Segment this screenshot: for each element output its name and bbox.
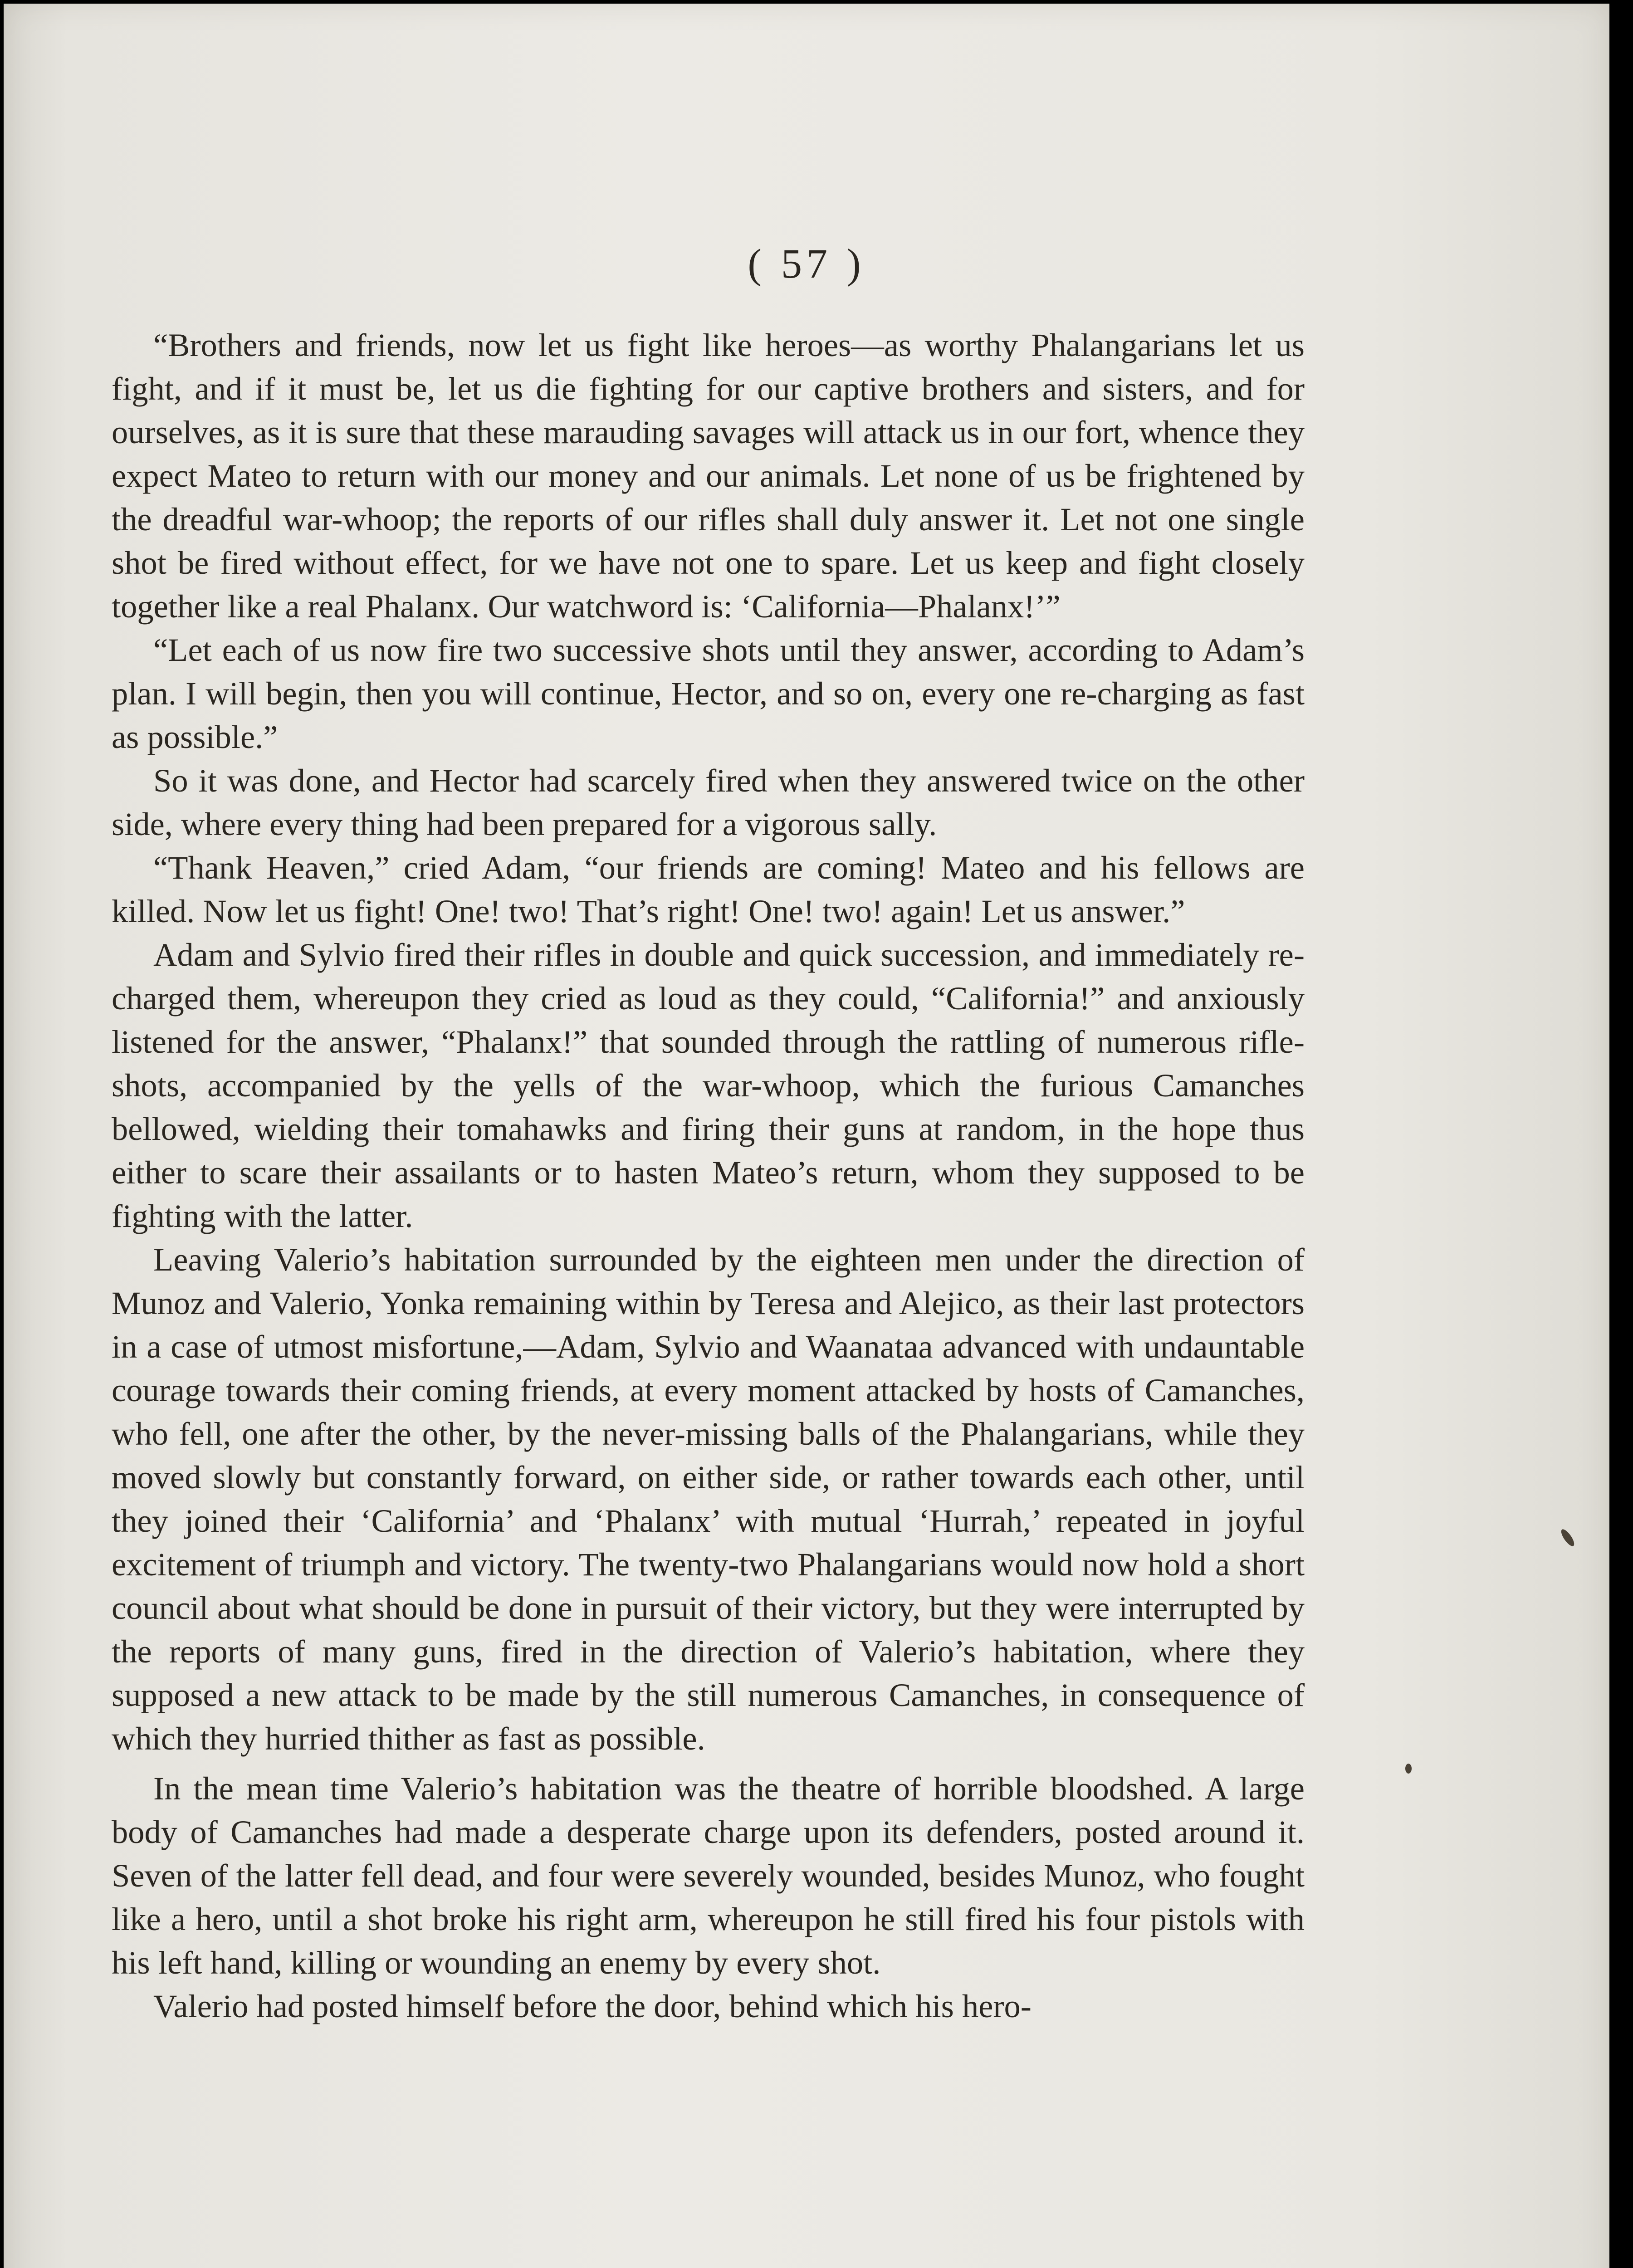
- paragraph-6: Leaving Valerio’s habitation surrounded by the eighteen men under the direction of Munoz and Valerio, Yonka remaining within by Teresa and Alejico, as their last protectors in a case of utmost misfortune,—Adam, Sylvio and Waanataa advanced with undauntable courage towards their coming friends, at every moment attacked by hosts of Camanches, who fell, one after the other, by the never-missing balls of the Phalangarians, while they moved slowly but constantly forward, on either side, or rather towards each other, until they joined their ‘California’ and ‘Phalanx’ with mutual ‘Hurrah,’ repeated in joyful excitement of triumph and victory. The twenty-two Phalangarians would now hold a short council about what should be done in pursuit of their victory, but they were interrupted by the reports of many guns, fired in the direction of Valerio’s habitation, where they supposed a new attack to be made by the still numerous Camanches, in consequence of which they hurried thither as fast as possible.: [112, 1241, 1305, 1757]
- paragraph-8: Valerio had posted himself before the door, behind which his hero-: [153, 1988, 1032, 2024]
- paper-blemish: [1405, 1764, 1412, 1774]
- body-text: [112, 323, 1305, 2028]
- paper-blemish: [1559, 1527, 1576, 1548]
- paragraph-7: In the mean time Valerio’s habitation was the theatre of horrible bloodshed. A large body of Camanches had made a desperate charge upon its defenders, posted around it. Seven of the latter fell dead, and four were severely wounded, besides Munoz, who fought like a hero, until a shot broke his right arm, whereupon he still fired his four pistols with his left hand, killing or wounding an enemy by every shot.: [112, 1770, 1305, 1981]
- paragraph-5: Adam and Sylvio fired their rifles in double and quick succession, and immediately re-charged them, whereupon they cried as loud as they could, “California!” and anxiously listened for the answer, “Phalanx!” that sounded through the rattling of numerous rifle-shots, accompanied by the yells of the war-whoop, which the furious Camanches bellowed, wielding their tomahawks and firing their guns at random, in the hope thus either to scare their assailants or to hasten Mateo’s return, whom they supposed to be fighting with the latter.: [112, 936, 1305, 1234]
- paragraph-2: “Let each of us now fire two successive shots until they answer, according to Adam’s plan. I will begin, then you will continue, Hector, and so on, every one re-charging as fast as possible.”: [112, 631, 1305, 755]
- page-number: ( 57 ): [748, 240, 865, 287]
- paragraph-3: So it was done, and Hector had scarcely fired when they answered twice on the other side, where every thing had been prepared for a vigorous sally.: [112, 762, 1305, 842]
- paragraph-1: “Brothers and friends, now let us fight like heroes—as worthy Phalangarians let us fight, and if it must be, let us die fighting for our captive brothers and sisters, and for ourselves, as it is sure that these marauding savages will attack us in our fort, whence they expect Mateo to return with our money and our animals. Let none of us be frightened by the dreadful war-whoop; the reports of our rifles shall duly answer it. Let not one single shot be fired without effect, for we have not one to spare. Let us keep and fight closely together like a real Phalanx. Our watchword is: ‘California—Phalanx!’”: [112, 327, 1305, 625]
- book-page: [4, 4, 1609, 2268]
- paragraph-4: “Thank Heaven,” cried Adam, “our friends are coming! Mateo and his fellows are killed. Now let us fight! One! two! That’s right! One! two! again! Let us answer.”: [112, 849, 1305, 929]
